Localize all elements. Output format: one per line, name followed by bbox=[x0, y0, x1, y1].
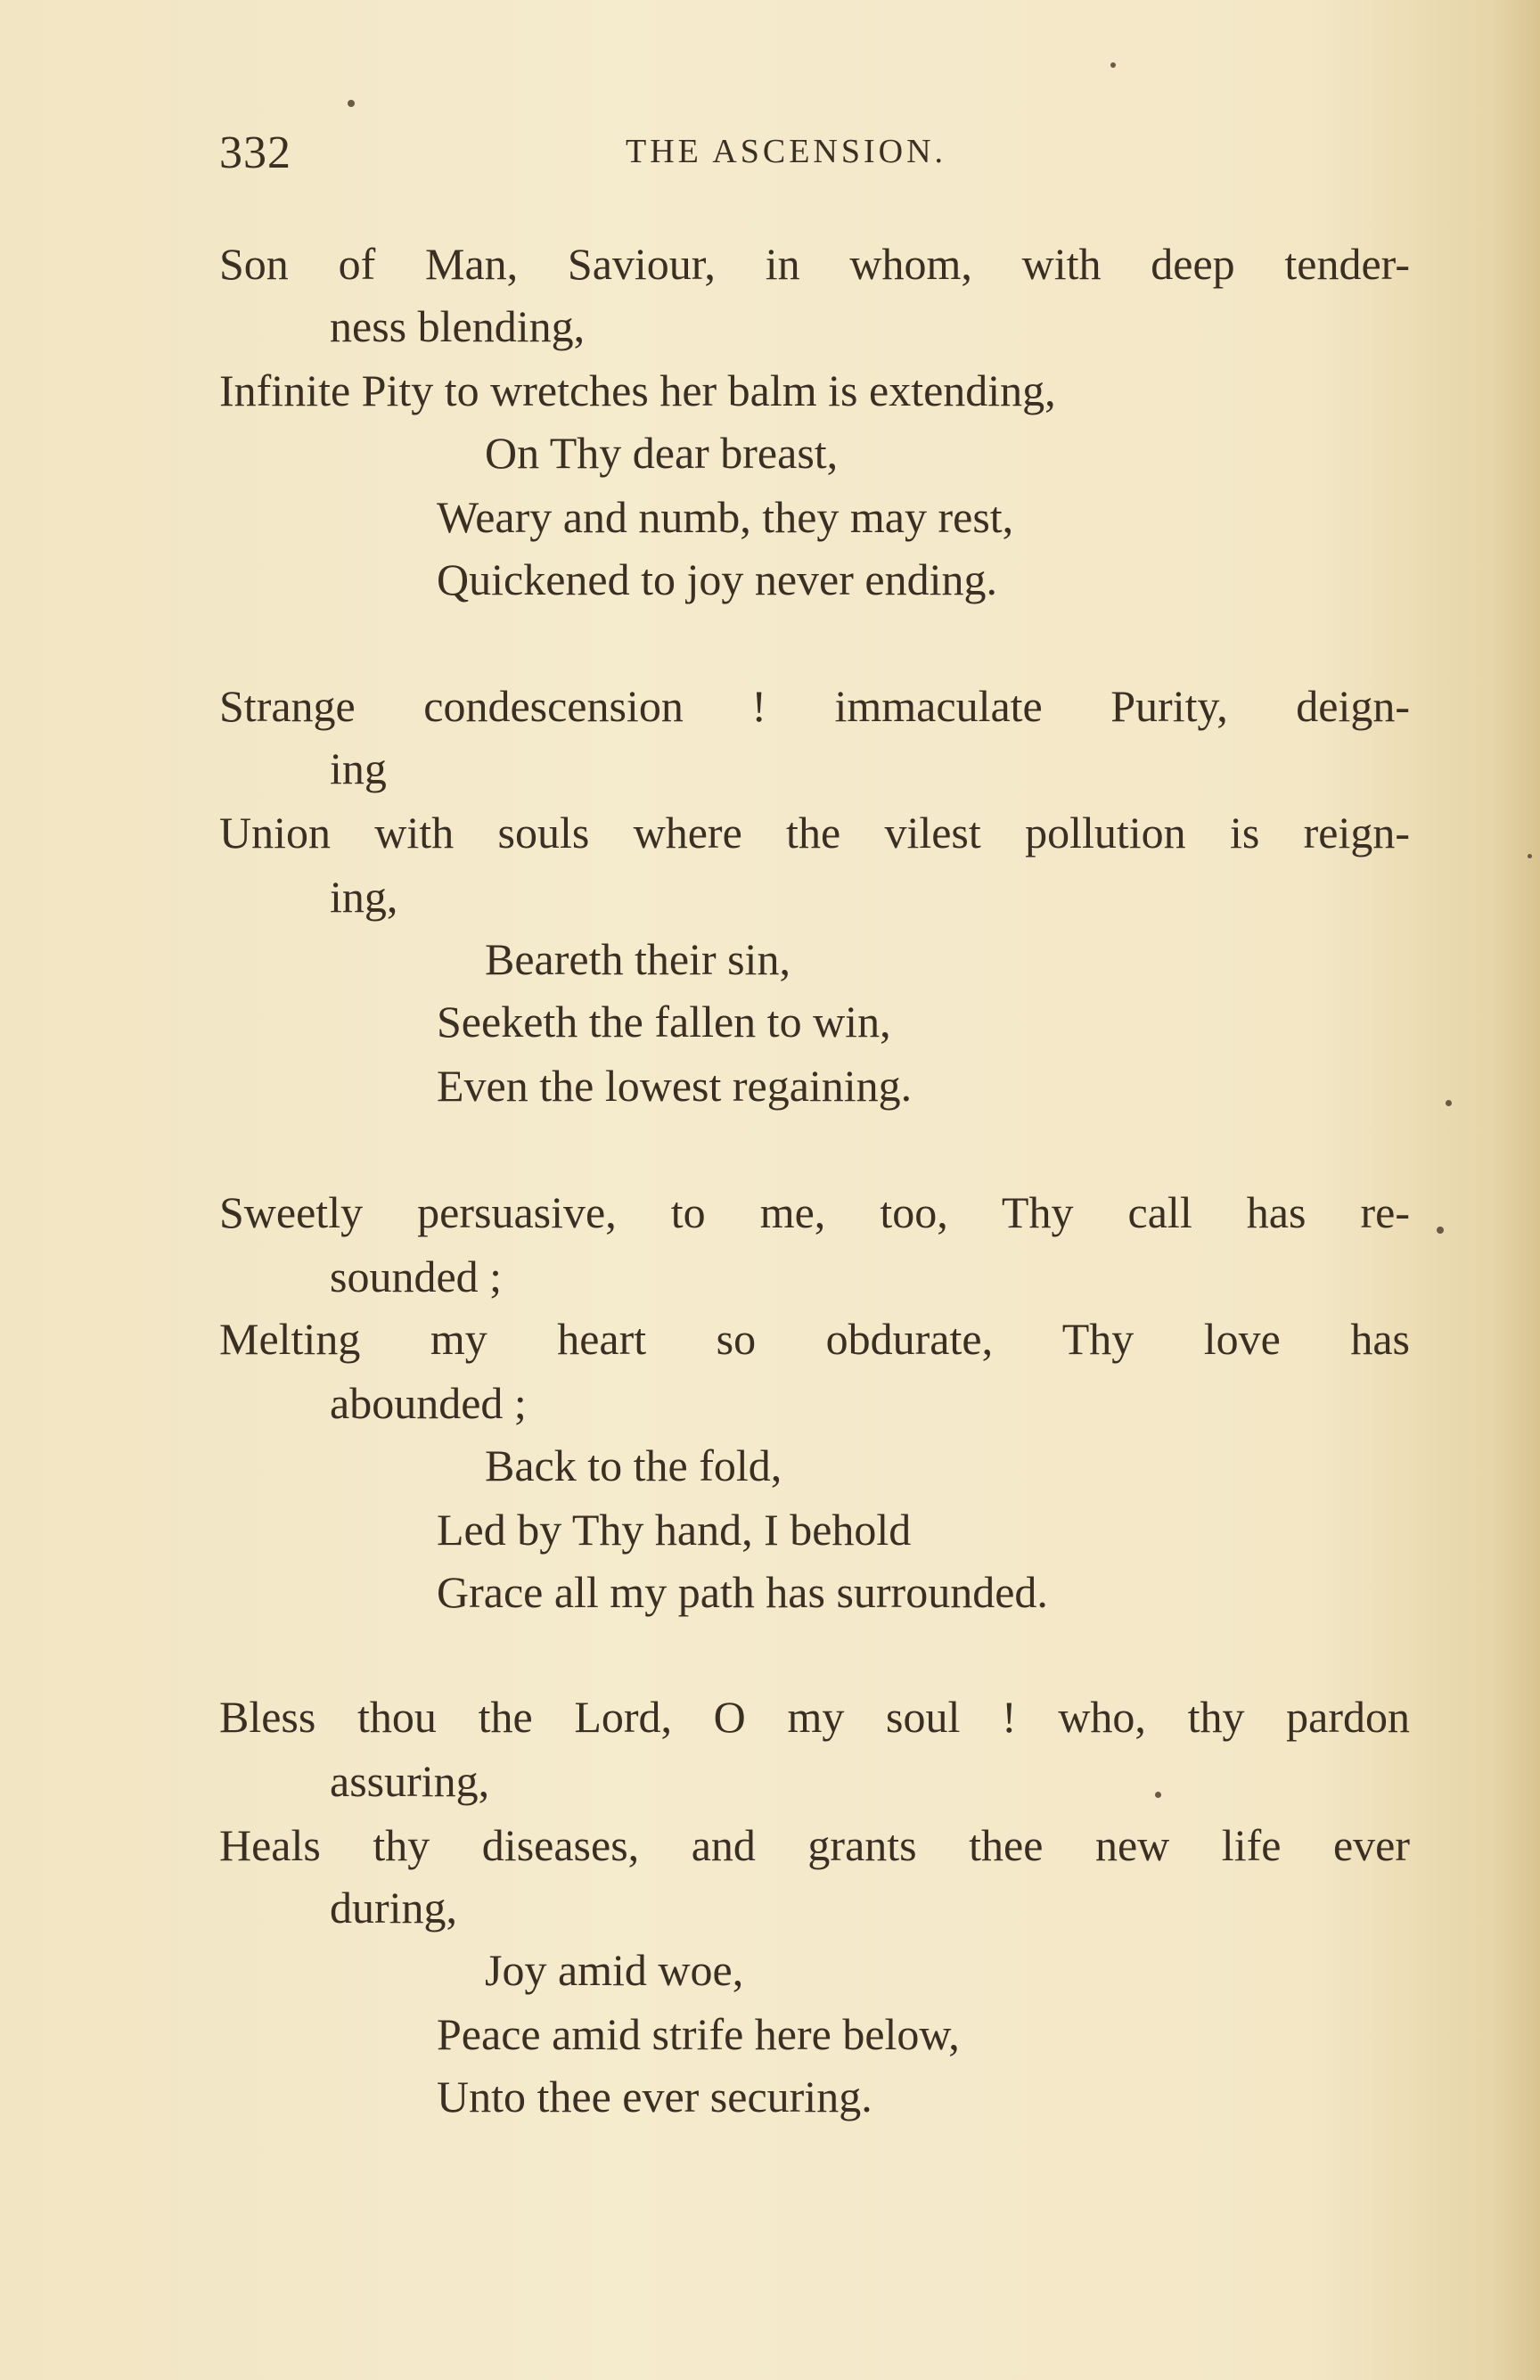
paper-speck bbox=[1437, 1227, 1444, 1234]
verse-line: Joy amid woe, bbox=[485, 1945, 744, 1995]
verse-line: sounded ; bbox=[330, 1252, 503, 1301]
verse-line: Led by Thy hand, I behold bbox=[437, 1505, 912, 1555]
verse-line: Grace all my path has surrounded. bbox=[437, 1567, 1048, 1617]
verse-line: Back to the fold, bbox=[485, 1440, 782, 1490]
verse-line: Quickened to joy never ending. bbox=[437, 554, 997, 604]
verse-line: ness blending, bbox=[330, 301, 586, 351]
running-title: THE ASCENSION. bbox=[626, 133, 947, 170]
verse-line: Even the lowest regaining. bbox=[437, 1061, 913, 1111]
verse-line: Bless thou the Lord, O my soul ! who, thy pardon bbox=[219, 1692, 1410, 1742]
paper-speck bbox=[1155, 1792, 1161, 1798]
verse-line: Union with souls where the vilest pollution is reign- bbox=[219, 808, 1410, 858]
verse-line: On Thy dear breast, bbox=[485, 428, 839, 478]
verse-line: Weary and numb, they may rest, bbox=[437, 492, 1014, 542]
verse-line: Melting my heart so obdurate, Thy love has bbox=[219, 1314, 1410, 1364]
verse-line: abounded ; bbox=[330, 1378, 527, 1428]
paper-speck bbox=[1446, 1100, 1452, 1106]
paper-speck bbox=[1110, 62, 1116, 68]
paper-speck bbox=[1528, 854, 1532, 858]
page-number: 332 bbox=[219, 127, 291, 178]
verse-line: Unto thee ever securing. bbox=[437, 2072, 872, 2121]
verse-line: Strange condescension ! immaculate Purity, deign- bbox=[219, 681, 1410, 731]
verse-line: Beareth their sin, bbox=[485, 934, 790, 984]
verse-line: ing bbox=[330, 743, 387, 793]
verse-line: assuring, bbox=[330, 1756, 490, 1806]
verse-line: ing, bbox=[330, 872, 398, 922]
verse-line: Son of Man, Saviour, in whom, with deep tender- bbox=[219, 239, 1410, 289]
verse-line: Seeketh the fallen to win, bbox=[437, 997, 891, 1046]
verse-line: during, bbox=[330, 1883, 458, 1933]
verse-line: Infinite Pity to wretches her balm is extending, bbox=[219, 365, 1056, 415]
verse-line: Peace amid strife here below, bbox=[437, 2009, 960, 2059]
verse-line: Heals thy diseases, and grants thee new life ever bbox=[219, 1820, 1410, 1870]
verse-line: Sweetly persuasive, to me, too, Thy call has re- bbox=[219, 1187, 1410, 1237]
paper-speck bbox=[348, 100, 355, 107]
